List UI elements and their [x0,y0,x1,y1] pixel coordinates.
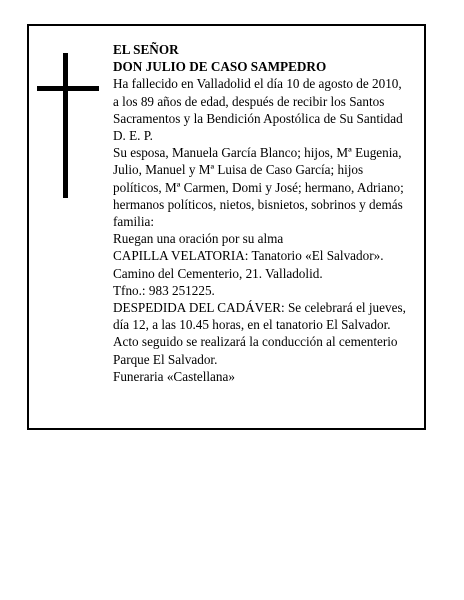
notice-line: Funeraria «Castellana» [113,368,235,384]
cross-vertical-bar [63,53,68,198]
notice-line: Ha fallecido en Valladolid el día 10 de agosto de 2010, [113,76,402,92]
notice-line: CAPILLA VELATORIA: Tanatorio «El Salvador». [113,248,384,264]
notice-line: DESPEDIDA DEL CADÁVER: Se celebrará el jueves, [113,300,406,316]
obituary-text [113,41,420,385]
notice-line: Ruegan una oración por su alma [113,231,284,247]
cross-icon [37,53,99,198]
notice-line: día 12, a las 10.45 horas, en el tanatorio El Salvador. [113,317,391,333]
deceased-name: DON JULIO DE CASO SAMPEDRO [113,59,327,75]
notice-line: Su esposa, Manuela García Blanco; hijos, Mª Eugenia, [113,145,402,161]
cross-horizontal-bar [37,86,99,91]
notice-line: a los 89 años de edad, después de recibir los Santos [113,93,385,109]
notice-line: Parque El Salvador. [113,351,218,367]
notice-line: Sacramentos y la Bendición Apostólica de Su Santidad [113,110,403,126]
notice-line: Acto seguido se realizará la conducción al cementerio [113,334,398,350]
notice-line: familia: [113,214,155,230]
notice-heading: EL SEÑOR [113,42,179,57]
notice-line: D. E. P. [113,128,153,144]
notice-line: hermanos políticos, nietos, bisnietos, sobrinos y demás [113,196,403,212]
notice-line: Julio, Manuel y Mª Luisa de Caso García; hijos [113,162,364,178]
notice-line: Tfno.: 983 251225. [113,282,215,298]
notice-line: políticos, Mª Carmen, Domi y José; hermano, Adriano; [113,179,404,195]
notice-line: Camino del Cementerio, 21. Valladolid. [113,265,323,281]
